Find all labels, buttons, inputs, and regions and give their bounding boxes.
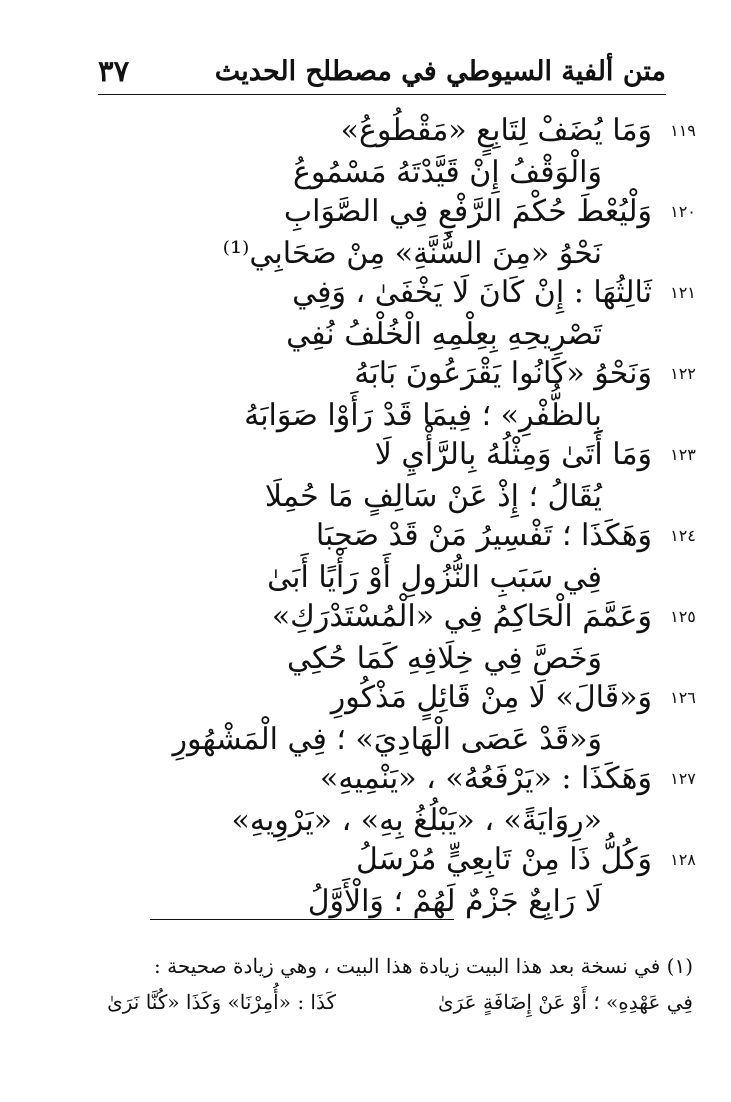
verse-number: ١٢٧ <box>670 769 696 788</box>
verse-first-hemistich: وَنَحْوُ «كَانُوا يَقْرَعُونَ بَابَهُ <box>354 356 652 391</box>
verse-number: ١٢٤ <box>670 526 696 545</box>
verse-first-hemistich: وَكُلُّ ذَا مِنْ تَابِعِيٍّ مُرْسَلُ <box>355 842 652 877</box>
verse-second-hemistich: وَخَصَّ فِي خِلَافِهِ كَمَا حُكِي <box>286 641 602 676</box>
verse-second-hemistich: يُقَالُ ؛ إِذْ عَنْ سَالِفٍ مَا حُمِلَا <box>264 479 602 514</box>
verse-number: ١١٩ <box>670 121 696 140</box>
verse-second-hemistich: بِالظُّفْرِ» ؛ فِيمَا قَدْ رَأَوْا صَوَابَهُ <box>244 398 602 433</box>
verse-first-hemistich: وَلْيُعْطَ حُكْمَ الرَّفْعِ فِي الصَّوَابِ <box>283 194 652 229</box>
footnote-verse-part1: كَذَا : «أُمِرْنَا» وَكَذَا «كُنَّا نَرَىٰ <box>107 990 336 1014</box>
verse-first-hemistich: وَهَكَذَا : «يَرْفَعُهُ» ، «يَنْمِيهِ» <box>320 761 652 796</box>
verse-first-hemistich: وَهَكَذَا ؛ تَفْسِيرُ مَنْ قَدْ صَحِبَا <box>315 518 652 553</box>
verse-number: ١٢٢ <box>670 364 696 383</box>
page-header <box>98 52 666 95</box>
verse-second-hemistich: وَالْوَقْفُ إِنْ قَيَّدْتَهُ مَسْمُوعُ <box>293 155 602 190</box>
verse-second-hemistich: تَصْرِيحِهِ بِعِلْمِهِ الْخُلْفُ نُفِي <box>286 317 602 352</box>
footnote-separator <box>150 919 454 920</box>
verse-number: ١٢١ <box>670 283 696 302</box>
verse-first-hemistich: وَمَا أَتَىٰ وَمِثْلُهُ بِالرَّأْيِ لَا <box>374 437 652 472</box>
verse-first-hemistich: وَمَا يُضَفْ لِتَابِعٍ «مَقْطُوعُ» <box>340 113 652 148</box>
page-number: ٣٧ <box>98 54 130 88</box>
verse-first-hemistich: ثَالِثُهَا : إِنْ كَانَ لَا يَخْفَىٰ ، وَفِي <box>292 275 652 310</box>
verse-number: ١٢٠ <box>670 202 696 221</box>
footnote-verse-part2: فِي عَهْدِهِ» ؛ أَوْ عَنْ إِضَافَةٍ عَرَىٰ <box>437 990 693 1014</box>
running-title: متن ألفية السيوطي في مصطلح الحديث <box>214 56 666 87</box>
verse-second-hemistich: «رِوَايَةً» ، «يَبْلُغُ بِهِ» ، «يَرْوِيهِ» <box>231 803 602 838</box>
verse-number: ١٢٨ <box>670 850 696 869</box>
verse-second-hemistich: لَا رَابِعٌ جَزْمٌ لَهُمْ ؛ وَالْأَوَّلُ <box>307 884 602 919</box>
verse-first-hemistich: وَ«قَالَ» لَا مِنْ قَائِلٍ مَذْكُورِ <box>330 680 652 715</box>
verse-number: ١٢٣ <box>670 445 696 464</box>
verse-number: ١٢٥ <box>670 607 696 626</box>
footnote-text: (١) في نسخة بعد هذا البيت زيادة هذا البيت ، وهي زيادة صحيحة : <box>154 954 693 978</box>
verse-first-hemistich: وَعَمَّمَ الْحَاكِمُ فِي «الْمُسْتَدْرَكِ» <box>271 599 652 634</box>
verse-second-hemistich: نَحْوُ «مِنَ السُّنَّةِ» مِنْ صَحَابِي⁽¹⁾ <box>222 236 602 271</box>
verse-second-hemistich: وَ«قَدْ عَصَى الْهَادِيَ» ؛ فِي الْمَشْهُورِ <box>172 722 602 757</box>
verse-second-hemistich: فِي سَبَبِ النُّزُولِ أَوْ رَأْيًا أَبَىٰ <box>267 560 602 595</box>
verse-number: ١٢٦ <box>670 688 696 707</box>
